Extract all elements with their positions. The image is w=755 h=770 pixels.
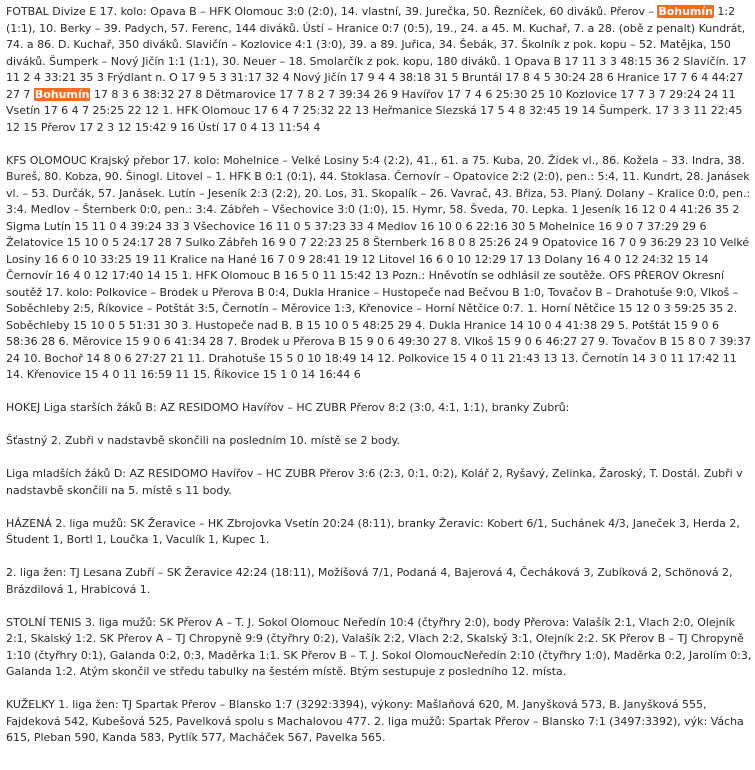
article-paragraph	[6, 400, 752, 417]
article-paragraph	[6, 615, 752, 681]
paragraph-text: FOTBAL Divize E 17. kolo: Opava B – HFK Olomouc 3:0 (2:0), 14. vlastní, 39. Jurečka, 50. Řezníček, 60 diváků. Přerov –	[6, 5, 658, 18]
article-paragraph	[6, 153, 752, 384]
search-highlight: Bohumín	[658, 5, 713, 18]
article-paragraph	[6, 565, 752, 598]
paragraph-text: HOKEJ Liga starších žáků B: AZ RESIDOMO Havířov – HC ZUBR Přerov 8:2 (3:0, 4:1, 1:1), branky Zubrů:	[6, 401, 570, 414]
paragraph-text: Šťastný 2. Zubři v nadstavbě skončili na posledním 10. místě se 2 body.	[6, 434, 400, 447]
paragraph-text: HÁZENÁ 2. liga mužů: SK Žeravice – HK Zbrojovka Vsetín 20:24 (8:11), branky Žeravic: Kobert 6/1, Suchánek 4/3, Janeček 3, Herda 2, Študent 1, Bortl 1, Loučka 1, Vaculík 1, Kupec 1.	[6, 516, 740, 546]
article-body	[6, 4, 752, 763]
paragraph-text: KUŽELKY 1. liga žen: TJ Spartak Přerov – Blansko 1:7 (3292:3394), výkony: Mašlaňová 620, M. Janyšková 573, B. Janyšková 555, Fajdeková 542, Kubešová 525, Pavelková spolu s Machalovou 477. 2. liga mužů: Spartak Přerov – Blansko 7:1 (3497:3392), výk: Vácha 615, Pleban 590, Kanda 583, Pytlík 577, Macháček 567, Pavelka 565.	[6, 698, 744, 744]
paragraph-text: 2. liga žen: TJ Lesana Zubří – SK Žeravice 42:24 (18:11), Možíšová 7/1, Podaná 4, Bajerová 4, Čecháková 3, Zubíková 2, Schönová 2, Brázdilová 1, Hrabicová 1.	[6, 566, 733, 596]
paragraph-text: 1:2 (1:1), 10. Berky – 39. Padych, 57. Ferenc, 144 diváků. Ústí – Hranice 0:7 (0:5), 19., 24. a 45. M. Kuchař, 7. a 28. (obě z penalt) Kundrát, 74. a 86. D. Kuchař, 350 diváků. Slavičín – Kozlovice 4:1 (3:0), 39. a 89. Juřica, 34. Šebák, 37. Školník z pok. kopu – 52. Matějka, 150 diváků. Šumperk – Nový Jičín 1:1 (1:1), 30. Neuer – 18. Smolarčík z pok. kopu, 180 diváků. 1 Opava B 17 11 3 3 48:15 36 2 Slavičín. 17 11 2 4 33:21 35 3 Frýdlant n. O 17 9 5 3 31:17 32 4 Nový Jičín 17 9 4 4 38:18 31 5 Bruntál 17 8 4 5 30:24 28 6 Hranice 17 7 6 4 44:27 27 7	[6, 5, 747, 101]
paragraph-text: 17 8 3 6 38:32 27 8 Dětmarovice 17 7 8 2 7 39:34 26 9 Havířov 17 7 4 6 25:30 25 10 Kozlovice 17 7 3 7 29:24 24 11 Vsetín 17 6 4 7 25:25 22 12 1. HFK Olomouc 17 6 4 7 25:32 22 13 Heřmanice Slezská 17 5 4 8 32:45 19 14 Šumperk. 17 3 3 11 22:45 12 15 Přerov 17 2 3 12 15:42 9 16 Ústí 17 0 4 13 11:54 4	[6, 87, 743, 134]
paragraph-text: Liga mladších žáků D: AZ RESIDOMO Havířov – HC ZUBR Přerov 3:6 (2:3, 0:1, 0:2), Kolář 2, Ryšavý, Zelinka, Žaroský, T. Dostál. Zubři v nadstavbě skončili na 5. místě s 11 body.	[6, 467, 743, 497]
article-paragraph	[6, 433, 752, 450]
article-paragraph	[6, 466, 752, 499]
search-highlight: Bohumín	[34, 87, 90, 101]
article-paragraph	[6, 4, 752, 136]
paragraph-text: STOLNÍ TENIS 3. liga mužů: SK Přerov A – T. J. Sokol Olomouc Neředín 10:4 (čtyřhry 2:0), body Přerova: Valašík 2:1, Vlach 2:0, Olejník 2:1, Skalský 1:2. SK Přerov A – TJ Chropyně 9:9 (čtyřhry 0:2), Valašík 2:2, Vlach 2:2, Skalský 3:1, Olejník 2:2. SK Přerov B – TJ Chropyně 1:10 (čtyřhry 0:1), Galanda 0:2, 0:3, Maděrka 1:1. SK Přerov B – T. J. Sokol OlomoucNeředín 2:10 (čtyřhry 1:0), Maděrka 0:2, Jarolím 0:3, Galanda 1:2. Atým skončil ve středu tabulky na šestém místě. Btým sestupuje z posledního 12. místa.	[6, 615, 752, 678]
article-paragraph	[6, 516, 752, 549]
paragraph-text: KFS OLOMOUC Krajský přebor 17. kolo: Mohelnice – Velké Losiny 5:4 (2:2), 41., 61. a 75. Kuba, 20. Žídek vl., 86. Koželа – 33. Indra, 38. Bureš, 80. Kobza, 90. Šinogl. Litovel – 1. HFK B 0:1 (0:1), 44. Stoklasa. Černovír – Opatovice 2:2 (2:0), pen.: 5:4, 11. Kundrt, 28. Janásek vl. – 53. Durčák, 57. Janásek. Lutín – Jeseník 2:3 (2:2), 20. Los, 31. Skopalík – 26. Vavrač, 43. Břiza, 53. Planý. Dolany – Kralice 0:0, pen.: 3:4. Medlov – Šternberk 0:0, pen.: 3:4. Zábřeh – Všechovice 3:0 (1:0), 15. Hymr, 58. Šveda, 70. Lepka. 1 Jeseník 16 12 0 4 41:26 35 2 Sigma Lutín 15 11 0 4 39:24 33 3 Všechovice 16 11 0 5 37:23 33 4 Medlov 16 10 0 6 22:16 30 5 Mohelnice 16 9 0 7 37:29 29 6 Želatovice 15 10 0 5 24:17 28 7 Sulko Zábřeh 16 9 0 7 22:23 25 8 Šternberk 16 8 0 8 25:26 24 9 Opatovice 16 7 0 9 36:29 23 10 Velké Losiny 16 6 0 10 33:25 19 11 Kralice na Hané 16 7 0 9 28:41 19 12 Litovel 16 6 0 10 12:29 17 13 Dolany 16 4 0 12 24:32 15 14 Černovír 16 4 0 12 17:40 14 15 1. HFK Olomouc B 16 5 0 11 15:42 13 Pozn.: Hněvotín se odhlásil ze soutěže. OFS PŘEROV Okresní soutěž 17. kolo: Polkovice – Brodek u Přerova B 0:4, Dukla Hranice – Hustopeče nad Bečvou B 1:0, Tovačov B – Drahotuše 9:0, Vlkoš – Soběchleby 2:5, Říkovice – Potštát 3:5, Černotín – Měrovice 1:3, Křenovice – Horní Nětčice 0:7. 1. Horní Nětčice 15 12 0 3 59:25 35 2. Soběchleby 15 10 0 5 51:31 30 3. Hustopeče nad B. B 15 10 0 5 48:25 29 4. Dukla Hranice 14 10 0 4 41:38 29 5. Potštát 15 9 0 6 58:36 28 6. Měrovice 15 9 0 6 41:34 28 7. Brodek u Přerova B 15 9 0 6 49:30 27 8. Vlkoš 15 9 0 6 46:27 27 9. Tovačov B 15 8 0 7 39:37 24 10. Bochoř 14 8 0 6 27:27 21 11. Drahotuše 15 5 0 10 18:49 14 12. Polkovice 15 4 0 11 21:43 13 13. Černotín 14 3 0 11 17:42 11 14. Křenovice 15 4 0 11 16:59 11 15. Říkovice 15 1 0 14 16:44 6	[6, 153, 751, 381]
article-paragraph	[6, 697, 752, 747]
